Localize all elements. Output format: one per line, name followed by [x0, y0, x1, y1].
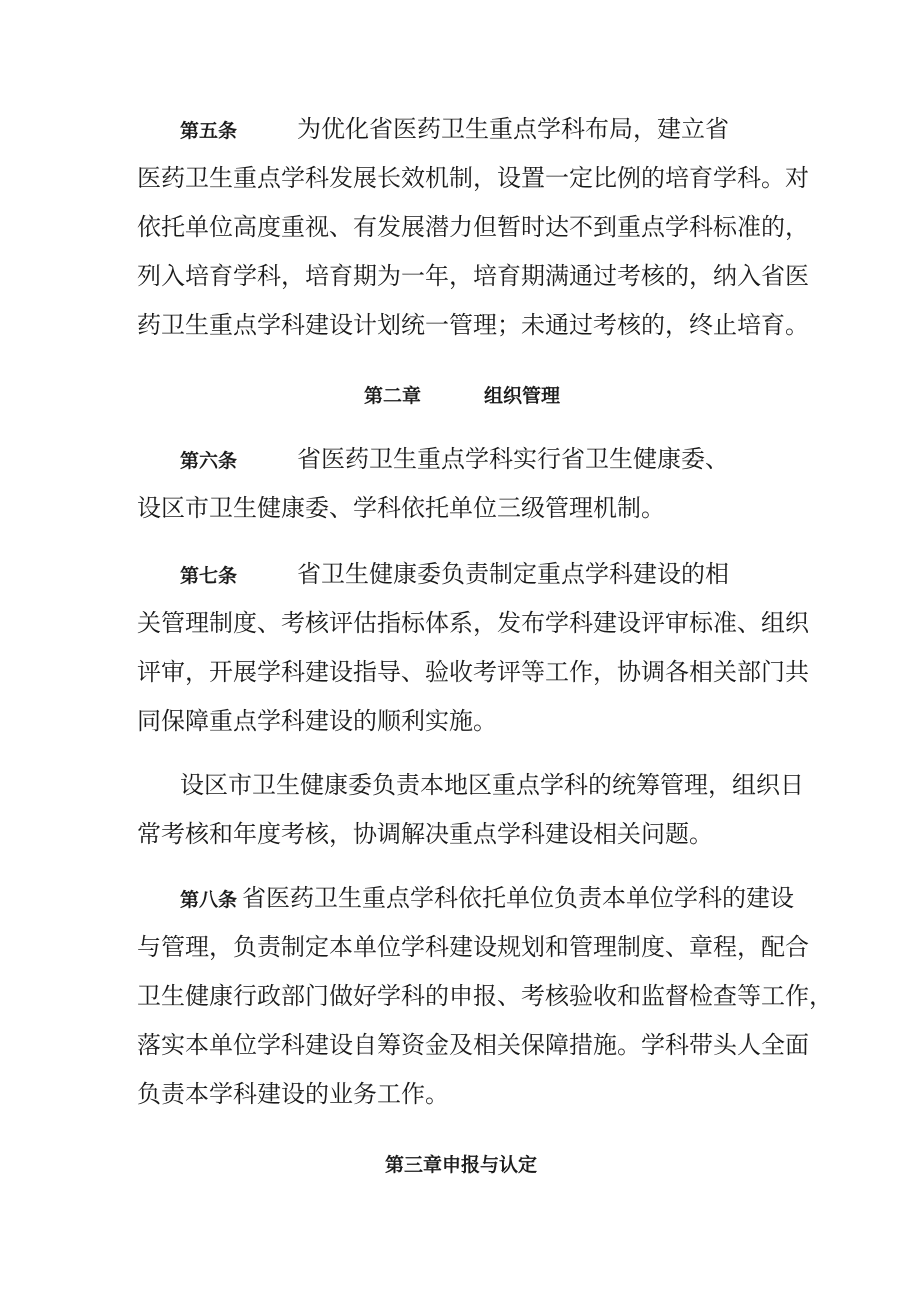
article-5-line-2: 医药卫生重点学科发展长效机制，设置一定比例的培育学科。对 — [137, 164, 809, 192]
article-8-line-4: 落实本单位学科建设自筹资金及相关保障措施。学科带头人全面 — [137, 1031, 809, 1059]
article-7-label: 第七条 — [180, 565, 238, 587]
article-7-line-1: 省卫生健康委负责制定重点学科建设的相 — [297, 560, 729, 588]
article-5-line-5: 药卫生重点学科建设计划统一管理；未通过考核的，终止培育。 — [137, 311, 809, 339]
paragraph-7b-line-2: 常考核和年度考核，协调解决重点学科建设相关问题。 — [137, 820, 713, 848]
article-6-line-2: 设区市卫生健康委、学科依托单位三级管理机制。 — [137, 494, 665, 522]
article-5-line-4: 列入培育学科，培育期为一年，培育期满通过考核的，纳入省医 — [137, 262, 809, 290]
article-5-label: 第五条 — [180, 120, 238, 142]
article-5-line-3: 依托单位高度重视、有发展潜力但暂时达不到重点学科标准的， — [137, 213, 809, 241]
article-6-label: 第六条 — [180, 450, 238, 472]
chapter-2-title: 组织管理 — [484, 385, 561, 407]
chapter-2-number: 第二章 — [364, 385, 422, 407]
article-7-line-3: 评审，开展学科建设指导、验收考评等工作，协调各相关部门共 — [137, 658, 809, 686]
article-8-line-2: 与管理，负责制定本单位学科建设规划和管理制度、章程，配合 — [137, 933, 809, 961]
article-6-line-1: 省医药卫生重点学科实行省卫生健康委、 — [297, 445, 729, 473]
article-8-label: 第八条 — [180, 889, 238, 911]
article-5-line-1: 为优化省医药卫生重点学科布局，建立省 — [297, 115, 729, 143]
article-8-line-5: 负责本学科建设的业务工作。 — [137, 1080, 449, 1108]
article-8-line-1: 省医药卫生重点学科依托单位负责本单位学科的建设 — [242, 884, 794, 912]
article-7-line-2: 关管理制度、考核评估指标体系，发布学科建设评审标准、组织 — [137, 609, 809, 637]
article-7-line-4: 同保障重点学科建设的顺利实施。 — [137, 707, 497, 735]
paragraph-7b-line-1: 设区市卫生健康委负责本地区重点学科的统筹管理，组织日 — [180, 771, 804, 799]
article-8-line-3: 卫生健康行政部门做好学科的申报、考核验收和监督检查等工作， — [137, 982, 833, 1010]
chapter-3-heading: 第三章申报与认定 — [385, 1154, 538, 1176]
